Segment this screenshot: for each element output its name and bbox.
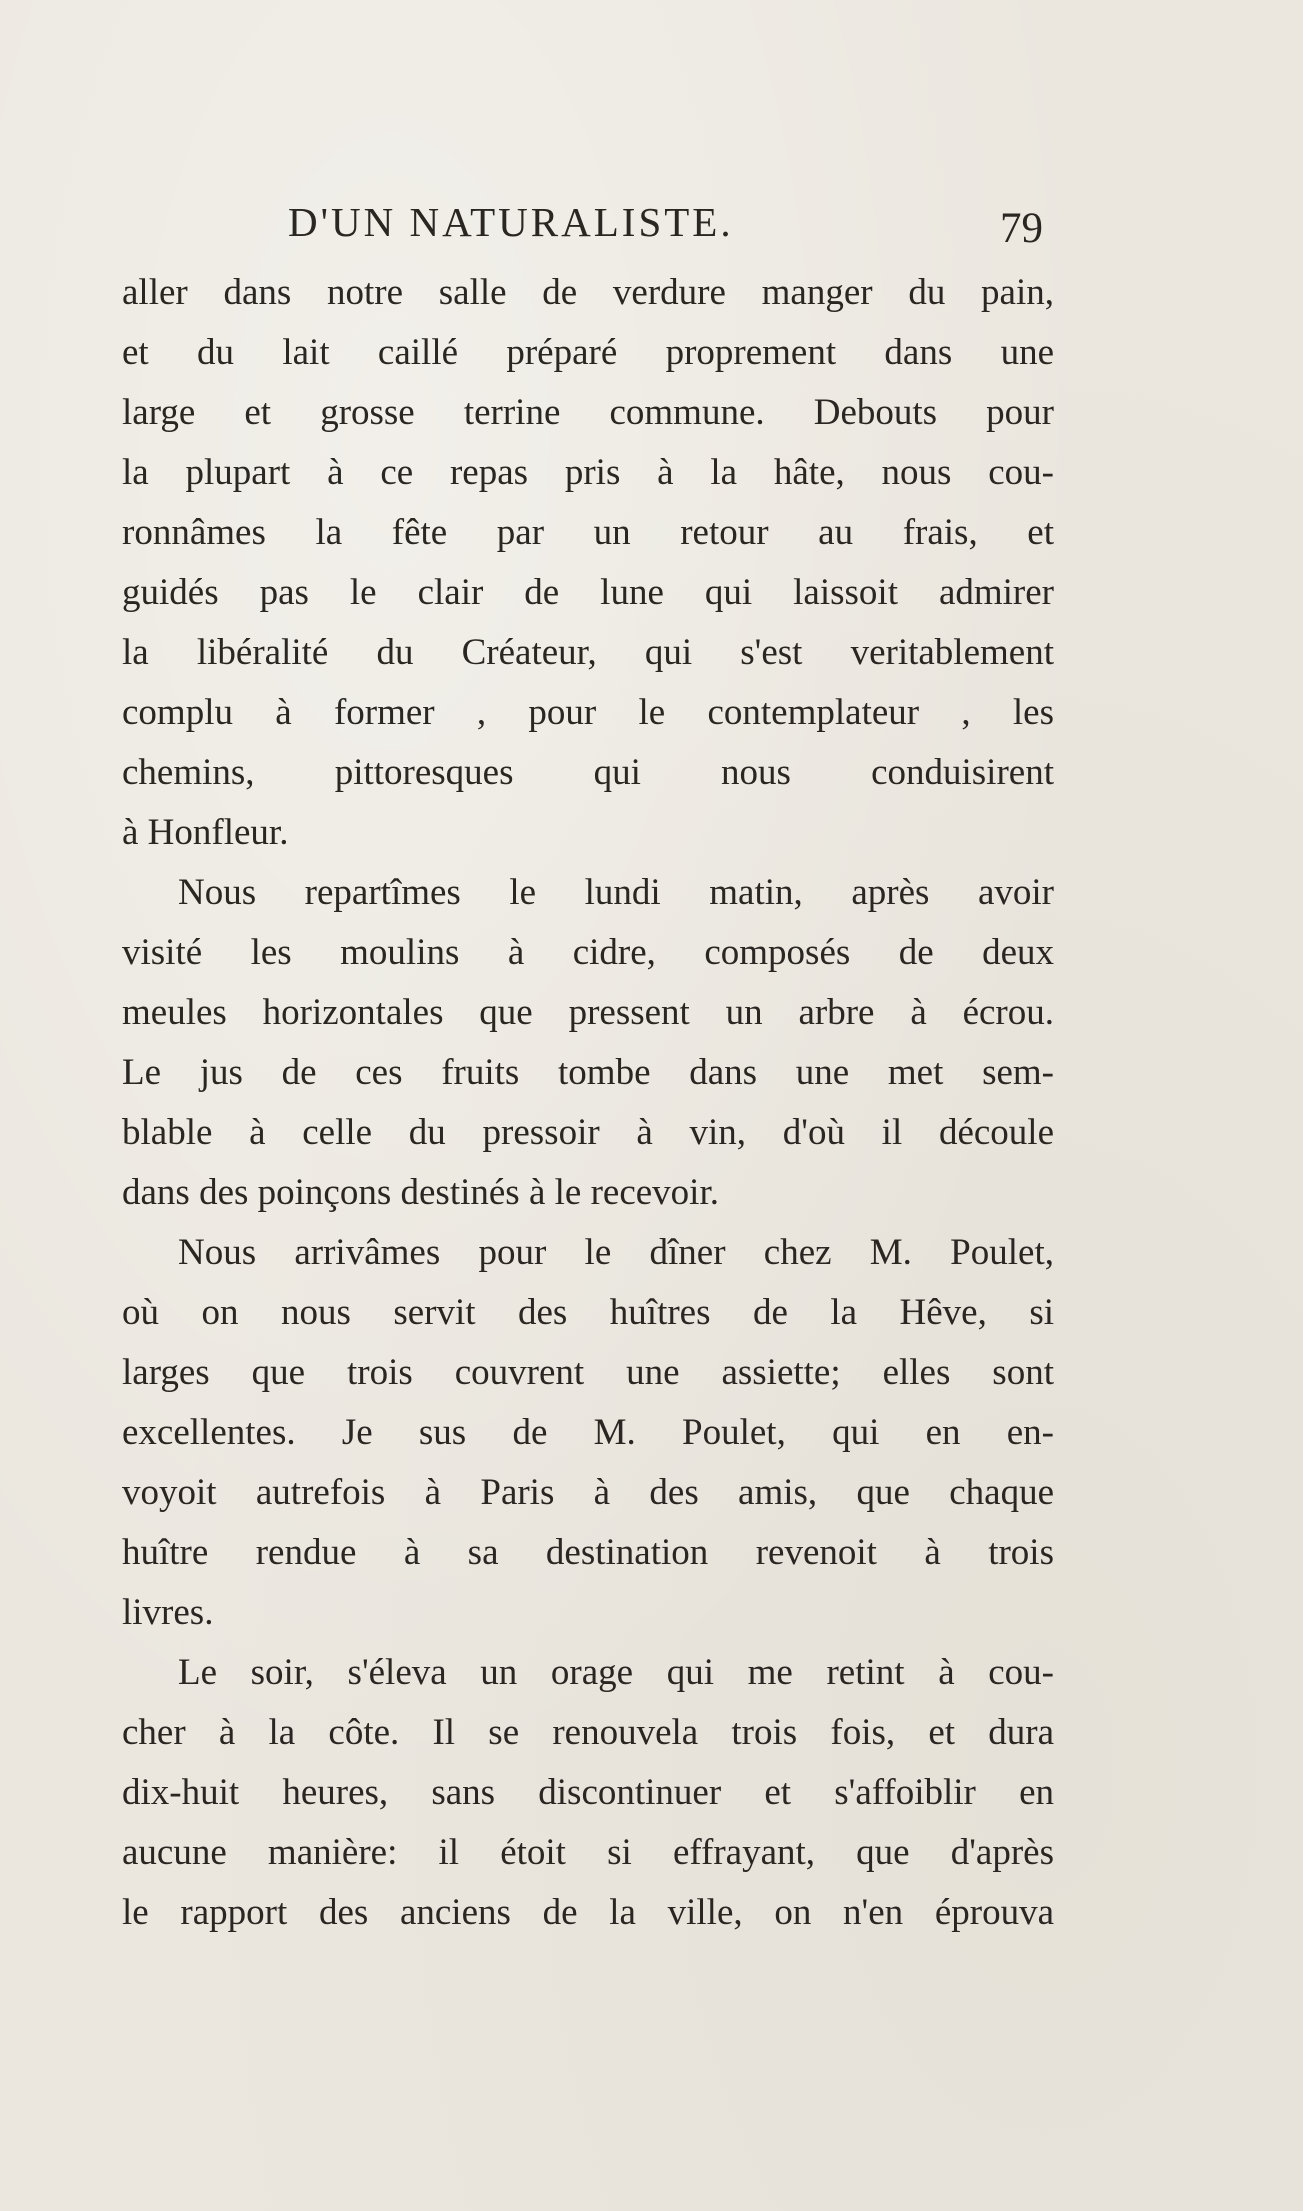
text-line: à Honfleur.: [122, 812, 289, 853]
text-line: aucune manière: il étoit si effrayant, que d'après: [122, 1832, 1054, 1873]
text-line: Le jus de ces fruits tombe dans une met sem-: [122, 1052, 1054, 1093]
running-title: D'UN NATURALISTE.: [288, 199, 734, 245]
text-line: dans des poinçons destinés à le recevoir.: [122, 1172, 719, 1213]
text-line: meules horizontales que pressent un arbre à écrou.: [122, 992, 1054, 1033]
text-line: cher à la côte. Il se renouvela trois fois, et dura: [122, 1712, 1054, 1753]
page-number: 79: [1000, 205, 1043, 252]
text-line: aller dans notre salle de verdure manger du pain,: [122, 272, 1054, 313]
text-line: chemins, pittoresques qui nous conduisirent: [122, 752, 1054, 793]
text-line: visité les moulins à cidre, composés de deux: [122, 932, 1054, 973]
text-line: la plupart à ce repas pris à la hâte, nous cou-: [122, 452, 1054, 493]
text-line: et du lait caillé préparé proprement dans une: [122, 332, 1054, 373]
paragraph-3: [122, 1223, 1054, 1643]
text-line: voyoit autrefois à Paris à des amis, que chaque: [122, 1472, 1054, 1513]
text-line: Nous arrivâmes pour le dîner chez M. Poulet,: [178, 1232, 1054, 1273]
body-text: [122, 263, 1054, 1943]
text-line: livres.: [122, 1592, 214, 1633]
text-line: complu à former , pour le contemplateur , les: [122, 692, 1054, 733]
text-line: excellentes. Je sus de M. Poulet, qui en en-: [122, 1412, 1054, 1453]
paragraph-1: [122, 263, 1054, 863]
text-line: dix-huit heures, sans discontinuer et s'affoiblir en: [122, 1772, 1054, 1813]
paragraph-2: [122, 863, 1054, 1223]
text-line: large et grosse terrine commune. Debouts pour: [122, 392, 1054, 433]
text-line: blable à celle du pressoir à vin, d'où il découle: [122, 1112, 1054, 1153]
text-line: Le soir, s'éleva un orage qui me retint à cou-: [178, 1652, 1054, 1693]
running-head: [288, 198, 1068, 258]
text-line: Nous repartîmes le lundi matin, après avoir: [178, 872, 1054, 913]
text-line: huître rendue à sa destination revenoit à trois: [122, 1532, 1054, 1573]
text-line: le rapport des anciens de la ville, on n'en éprouva: [122, 1892, 1054, 1933]
text-line: ronnâmes la fête par un retour au frais, et: [122, 512, 1054, 553]
text-line: où on nous servit des huîtres de la Hêve, si: [122, 1292, 1054, 1333]
text-line: la libéralité du Créateur, qui s'est veritablement: [122, 632, 1054, 673]
text-line: larges que trois couvrent une assiette; elles sont: [122, 1352, 1054, 1393]
text-line: guidés pas le clair de lune qui laissoit admirer: [122, 572, 1054, 613]
paragraph-4: [122, 1643, 1054, 1943]
